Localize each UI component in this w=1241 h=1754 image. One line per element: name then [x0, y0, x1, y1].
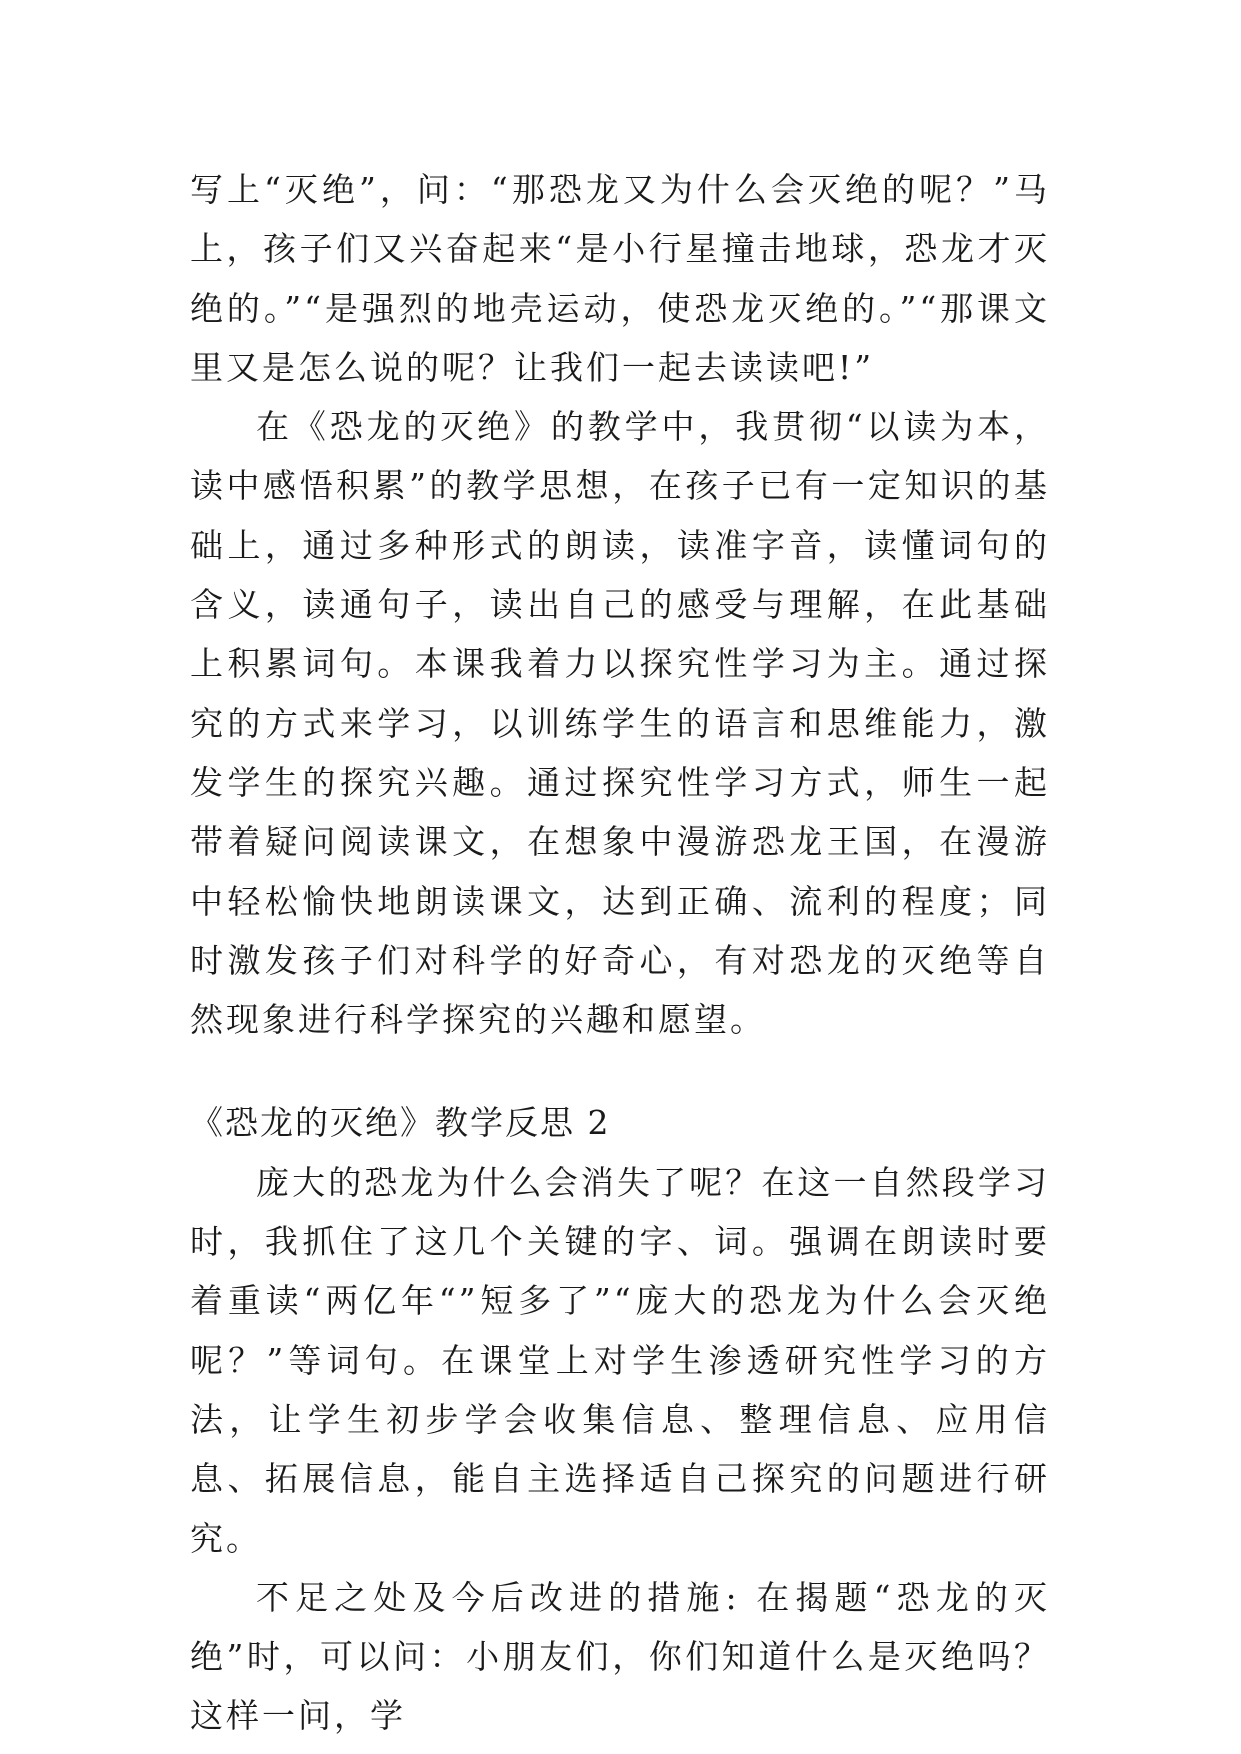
section-title: 《恐龙的灭绝》教学反思 2 — [190, 1103, 611, 1143]
paragraph-teaching-approach: 在《恐龙的灭绝》的教学中，我贯彻“以读为本，读中感悟积累”的教学思想，在孩子已有一定知识的基础上，通过多种形式的朗读，读准字音，读懂词句的含义，读通句子，读出自己的感受与理解，在此基础上积累词句。本课我着力以探究性学习为主。通过探究的方式来学习，以训练学生的语言和思维能力，激发学生的探究兴趣。通过探究性学习方式，师生一起带着疑问阅读课文，在想象中漫游恐龙王国，在漫游中轻松愉快地朗读课文，达到正确、流利的程度；同时激发孩子们对科学的好奇心，有对恐龙的灭绝等自然现象进行科学探究的兴趣和愿望。 — [190, 407, 1050, 1040]
paragraph-improvements: 不足之处及今后改进的措施: 在揭题“恐龙的灭绝”时，可以问：小朋友们，你们知道什么是灭绝吗？这样一问，学 — [190, 1577, 1050, 1736]
document-body — [190, 160, 1050, 1746]
paragraph-continued: 写上“灭绝”，问：“那恐龙又为什么会灭绝的呢？”马上，孩子们又兴奋起来“是小行星撞击地球，恐龙才灭绝的。”“是强烈的地壳运动，使恐龙灭绝的。”“那课文里又是怎么说的呢？让我们一起去读读吧!” — [190, 170, 1050, 387]
paragraph-reflection: 庞大的恐龙为什么会消失了呢？在这一自然段学习时，我抓住了这几个关键的字、词。强调在朗读时要着重读“两亿年“”短多了”“庞大的恐龙为什么会灭绝呢？”等词句。在课堂上对学生渗透研究性学习的方法，让学生初步学会收集信息、整理信息、应用信息、拓展信息，能自主选择适自己探究的问题进行研究。 — [190, 1162, 1050, 1558]
